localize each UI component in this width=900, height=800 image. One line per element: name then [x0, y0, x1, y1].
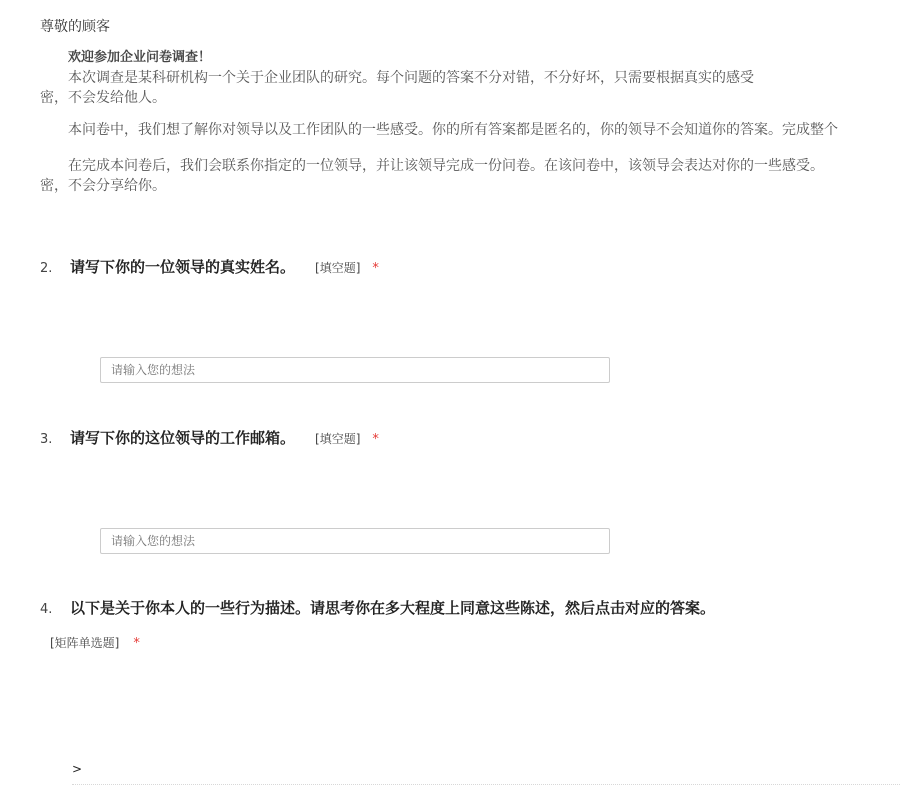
- matrix-expand-chevron-icon[interactable]: >: [72, 762, 83, 776]
- question-2-header: [40, 256, 379, 277]
- question-type: [矩阵单选题]: [50, 636, 120, 650]
- greeting-text: 尊敬的顾客: [40, 19, 110, 35]
- question-title: 请写下你的一位领导的真实姓名。: [70, 258, 296, 276]
- leader-name-input[interactable]: [100, 357, 610, 383]
- question-number: 2.: [40, 261, 53, 276]
- question-number: 3.: [40, 432, 53, 447]
- leader-email-input[interactable]: [100, 528, 610, 554]
- question-4-type-row: [50, 634, 140, 651]
- question-4-header: [40, 597, 715, 618]
- question-3-header: [40, 427, 379, 448]
- question-number: 4.: [40, 602, 53, 617]
- required-marker: *: [372, 261, 379, 276]
- question-title: 以下是关于你本人的一些行为描述。请思考你在多大程度上同意这些陈述，然后点击对应的答案。: [70, 599, 716, 617]
- question-type: [填空题]: [315, 261, 361, 275]
- welcome-text: 欢迎参加企业问卷调查！: [68, 50, 212, 65]
- required-marker: *: [133, 636, 140, 651]
- question-type: [填空题]: [315, 432, 361, 446]
- intro-paragraph-2: 本问卷中，我们想了解你对领导以及工作团队的一些感受。你的所有答案都是匿名的，你的领导不会知道你的答案。完成整个: [68, 122, 838, 138]
- required-marker: *: [372, 432, 379, 447]
- intro-paragraph-1: 本次调查是某科研机构一个关于企业团队的研究。每个问题的答案不分对错，不分好坏，只需要根据真实的感受: [68, 70, 754, 86]
- intro-paragraph-3: 在完成本问卷后，我们会联系你指定的一位领导，并让该领导完成一份问卷。在该问卷中，该领导会表达对你的一些感受。: [68, 158, 824, 174]
- question-title: 请写下你的这位领导的工作邮箱。: [70, 429, 296, 447]
- intro-paragraph-3-cont: 密，不会分享给你。: [40, 178, 166, 194]
- intro-section: [40, 48, 900, 196]
- matrix-divider: [72, 784, 900, 785]
- intro-paragraph-1-cont: 密，不会发给他人。: [40, 90, 166, 106]
